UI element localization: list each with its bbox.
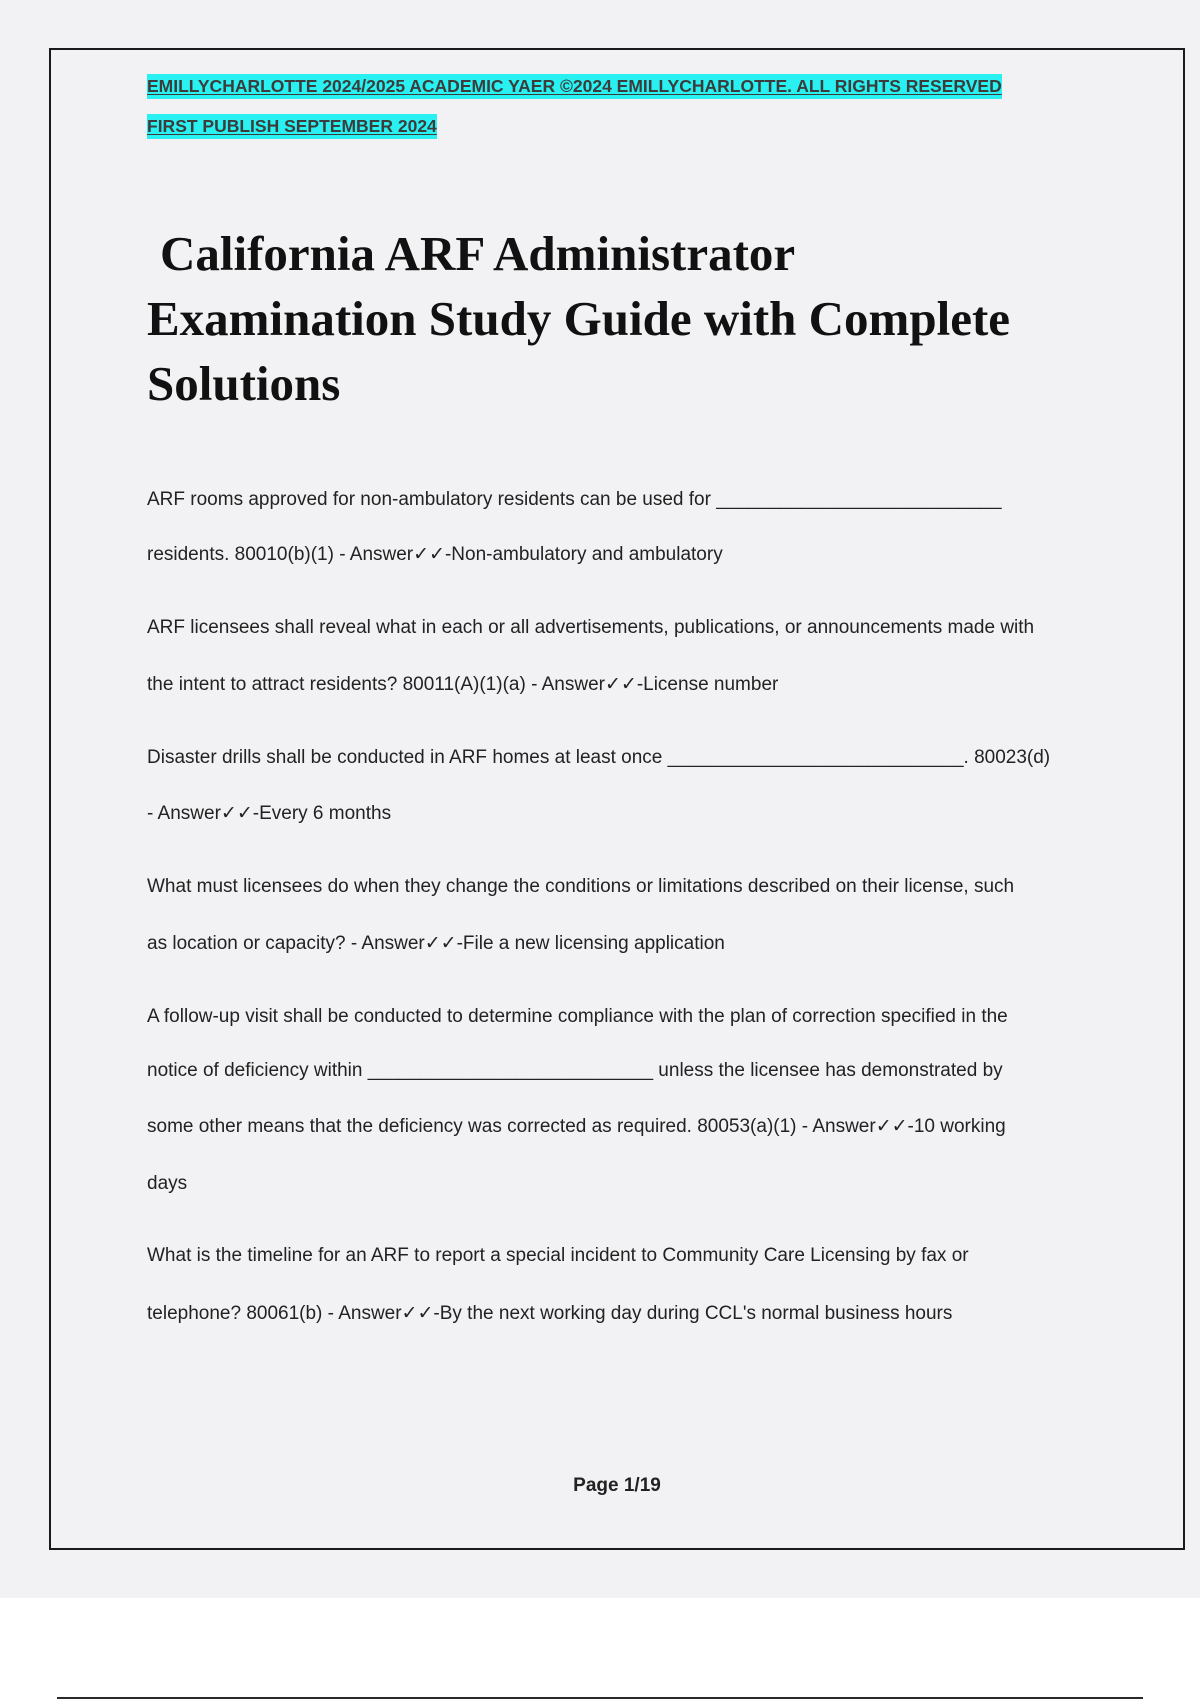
next-page-top-rule <box>57 1697 1143 1699</box>
document-title <box>147 221 1147 416</box>
title-line-2: Examination Study Guide with Complete <box>147 291 1011 346</box>
question-1-answer: residents. 80010(b)(1) - Answer✓✓-Non-ambulatory and ambulatory <box>147 544 723 565</box>
page-number: Page 1/19 <box>573 1475 661 1496</box>
document-page <box>49 48 1185 1550</box>
title-line-3: Solutions <box>147 356 341 411</box>
header-publish-line <box>147 118 437 136</box>
question-4-text: What must licensees do when they change the conditions or limitations described on their license, such <box>147 876 1015 897</box>
header-publish-text: FIRST PUBLISH SEPTEMBER 2024 <box>147 114 437 139</box>
question-1-text: ARF rooms approved for non-ambulatory residents can be used for ___________________________ <box>147 489 1002 510</box>
question-3-answer: - Answer✓✓-Every 6 months <box>147 803 392 824</box>
question-3-text: Disaster drills shall be conducted in ARF homes at least once ____________________________. 80023(d) <box>147 747 1051 768</box>
header-copyright-line <box>147 78 1002 96</box>
question-5-answer: some other means that the deficiency was corrected as required. 80053(a)(1) - Answer✓✓-10 working <box>147 1116 1006 1137</box>
question-5-text: A follow-up visit shall be conducted to determine compliance with the plan of correction specified in the <box>147 1006 1008 1027</box>
question-2-answer: the intent to attract residents? 80011(A)(1)(a) - Answer✓✓-License number <box>147 674 779 695</box>
question-4-answer: as location or capacity? - Answer✓✓-File a new licensing application <box>147 933 725 954</box>
header-copyright-text: EMILLYCHARLOTTE 2024/2025 ACADEMIC YAER ©2024 EMILLYCHARLOTTE. ALL RIGHTS RESERVED <box>147 74 1002 99</box>
question-2-text: ARF licensees shall reveal what in each or all advertisements, publications, or announcements made with <box>147 617 1035 638</box>
question-6-text: What is the timeline for an ARF to report a special incident to Community Care Licensing by fax or <box>147 1245 969 1266</box>
question-5-text-cont: notice of deficiency within ___________________________ unless the licensee has demonstrated by <box>147 1060 1003 1081</box>
question-5-answer-cont: days <box>147 1173 188 1194</box>
question-6-answer: telephone? 80061(b) - Answer✓✓-By the next working day during CCL's normal business hours <box>147 1303 953 1324</box>
title-line-1: California ARF Administrator <box>160 226 796 281</box>
